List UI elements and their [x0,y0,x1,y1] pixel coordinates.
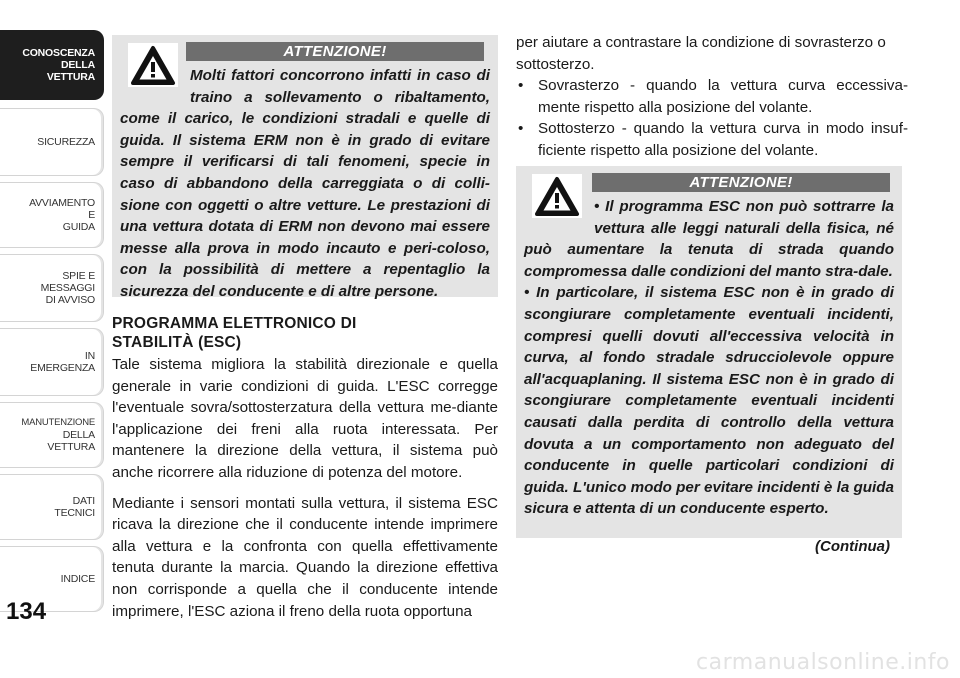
tab-avviamento-e-guida[interactable] [0,182,104,248]
tab-label: SICUREZZA [37,136,95,148]
paragraph: Tale sistema migliora la stabilità direzionale e quella generale in varie condizioni di guida. L'ESC corregge l'eventuale sovra/sottosterzatura della vettura me-diante l'applicazione dei freni alla ruota interessata. Per mantenere la direzione della vettura, il sistema può anche ricorrere alla riduzione di potenza del motore. [112,356,498,481]
icon-spacer [524,196,594,236]
tab-label: IN [84,350,95,362]
paragraph: per aiutare a contrastare la condizione di sovrasterzo o sottosterzo. [516,34,886,73]
tab-label: AVVIAMENTO [29,197,95,209]
page-number: 134 [6,598,47,625]
warning-box-erm [112,35,498,300]
warning-text [524,196,894,520]
tab-label: VETTURA [46,71,95,83]
heading-line: PROGRAMMA ELETTRONICO DI [112,315,357,332]
list-item: • Sottosterzo - quando la vettura curva in modo insuf-ficiente rispetto alla posizione del volante. [516,118,908,161]
watermark: carmanualsonline.info [696,650,950,675]
tab-label: VETTURA [47,441,95,453]
right-column-body [516,32,908,162]
tab-label: DELLA [62,429,95,441]
tab-label: MESSAGGI [40,282,95,294]
tab-label: CONOSCENZA [22,47,95,59]
list-item: • Sovrasterzo - quando la vettura curva eccessiva-mente rispetto alla posizione del volante. [516,75,908,118]
tab-label: MANUTENZIONE [21,417,95,428]
tab-conoscenza-della-vettura[interactable] [0,30,104,100]
paragraph: Mediante i sensori montati sulla vettura, il sistema ESC ricava la direzione che il conducente intende imprimere alla vettura e la confronta con quella effettivamente tenuta durante la marcia. Quando la direzione effettiva non corrisponde a quella che il conducente intende imprimere, l'ESC aziona il freno della ruota opportuna [112,494,498,620]
continue-label: (Continua) [815,538,890,555]
warning-title: ATTENZIONE! [186,42,484,61]
tab-label: E [88,209,95,221]
tab-dati-tecnici[interactable] [0,474,104,540]
tab-in-emergenza[interactable] [0,328,104,396]
tab-label: TECNICI [54,507,95,519]
tab-label: GUIDA [62,221,95,233]
tab-label: DATI [72,495,95,507]
warning-body: Molti fattori concorrono infatti in caso di traino a sollevamento o ribaltamento, come il carico, le condizioni stradali e quelle di guida. Il sistema ERM non è in grado di evitare sempre il verificarsi di tali fenomeni, specie in caso di abbandono della carreggiata o di colli-sione con oggetti o altre vetture. Le prestazioni di una vettura dotata di ERM non devono mai essere messe alla prova in modo incauto e peri-coloso, con la possibilità di mettere a repentaglio la sicurezza del conducente e di altre persone. [120,67,490,300]
left-column-body [112,354,498,622]
warning-item: • In particolare, il sistema ESC non è in grado di scongiurare completamente eventuali incidenti, compresi quelli dovuti all'eccessiva velocità in curva, al fondo stradale sdrucciolevole oppure all'acquaplaning. Il sistema ESC non è in grado di scongiurare completamente eventuali incidenti causati dalla perdita di controllo della vettura dovuta a un comportamento non adeguato del conducente in quelle particolari condizioni di guida. L'unico modo per evitare incidenti è la guida sicura e attenta di un conducente esperto. [524,284,894,518]
warning-item: • Il programma ESC non può sottrarre la vettura alle leggi naturali della fisica, né può aumentare la tenuta di strada quando compromessa dalle condizioni del manto stra-dale. [524,198,894,280]
icon-spacer [120,65,190,105]
tab-label: INDICE [60,573,95,585]
warning-text [120,65,490,303]
tab-label: SPIE E [62,270,95,282]
tab-label: DELLA [61,59,95,71]
tab-spie-e-messaggi[interactable] [0,254,104,322]
warning-title: ATTENZIONE! [592,173,890,192]
heading-line: STABILITÀ (ESC) [112,334,242,351]
warning-box-esc [516,166,902,538]
tab-label: DI AVVISO [45,294,95,306]
section-heading [112,314,498,352]
tab-sicurezza[interactable] [0,108,104,176]
tab-manutenzione-della-vettura[interactable] [0,402,104,468]
bullet-list [516,75,908,161]
tab-label: EMERGENZA [30,362,95,374]
